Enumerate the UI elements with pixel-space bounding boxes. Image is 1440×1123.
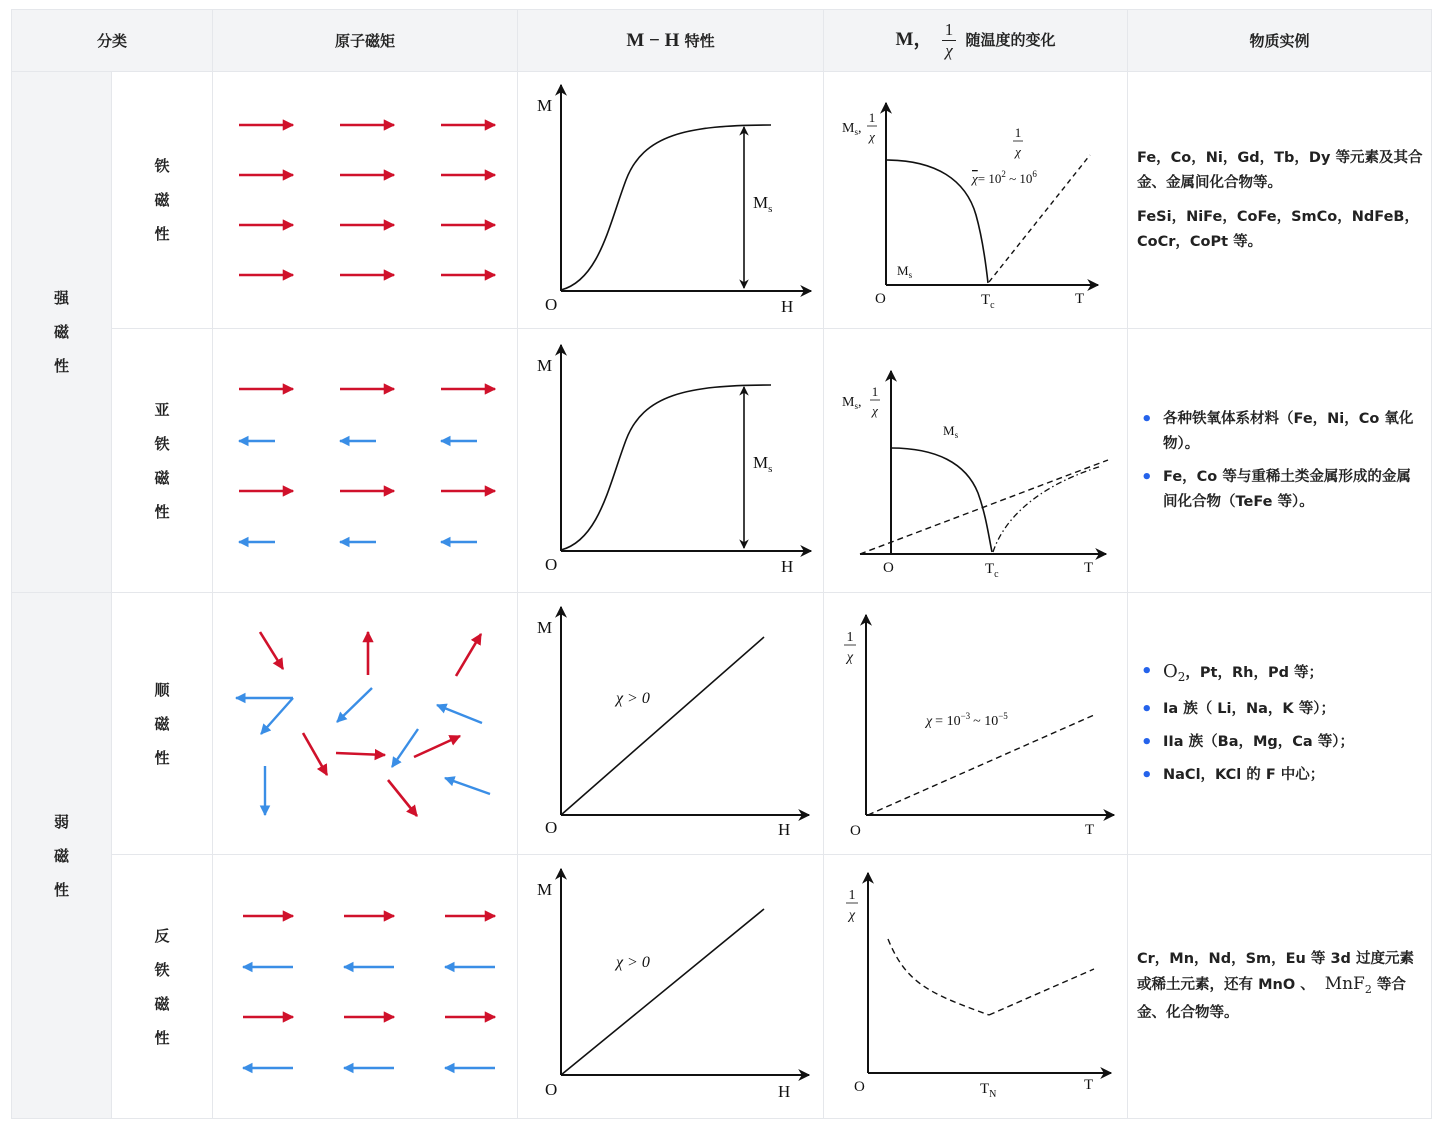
header-row: [12, 10, 1432, 72]
t-label: T: [1083, 559, 1093, 576]
header-mh-math: M − H: [626, 29, 680, 51]
header-examples: 物质实例: [1128, 10, 1432, 72]
example-paragraph: [1137, 947, 1423, 1027]
y-comma: ,: [857, 394, 861, 410]
tn-sub: N: [988, 1088, 996, 1100]
moment-arrow-blue: [445, 778, 490, 794]
mh-ferri: [518, 329, 824, 593]
mh-para: [518, 593, 824, 855]
y-label-ms: [842, 395, 861, 411]
o2-sub: 2: [1177, 669, 1186, 684]
chi-tilde: ~ 10: [972, 713, 998, 729]
example-list: [1137, 659, 1423, 789]
chi-label: χ > 0: [615, 689, 650, 707]
inverse-chi-high: [989, 969, 1094, 1015]
magnetization-curve: [561, 385, 771, 550]
chi-e2: 6: [1031, 169, 1037, 179]
header-temp-num: 1: [942, 20, 957, 41]
row-paramagnetic: [12, 593, 1432, 855]
moment-diagram-ferri: [215, 333, 515, 589]
moment-ferri: [213, 329, 518, 593]
moment-para: [213, 593, 518, 855]
moment-arrow-red: [303, 733, 327, 775]
example-item-o2: [1137, 659, 1423, 690]
header-mh: [518, 10, 824, 72]
origin-label: O: [853, 1078, 865, 1095]
m-label: M: [536, 96, 552, 115]
temp-anti: [824, 855, 1128, 1119]
chi-range: [924, 711, 1008, 729]
mh-chart-ferro: [521, 75, 821, 325]
example-list: [1137, 407, 1423, 515]
y-frac-num: 1: [846, 629, 854, 645]
ms-label: [943, 423, 959, 440]
moment-arrow-red: [336, 753, 385, 755]
header-category: 分类: [12, 10, 213, 72]
temp-ferro: [824, 72, 1128, 329]
temp-ferri: [824, 329, 1128, 593]
chi-label: χ > 0: [615, 953, 650, 971]
origin-label: O: [544, 817, 557, 837]
h-label: H: [780, 297, 793, 316]
type-label: 亚铁磁性: [154, 400, 170, 521]
header-temp-fraction: [942, 20, 957, 61]
ms-inner-label: [897, 263, 913, 280]
moment-ferro: [213, 72, 518, 329]
ms-sub: s: [954, 429, 958, 440]
header-moment: 原子磁矩: [213, 10, 518, 72]
tc-sub: c: [989, 300, 995, 311]
magnetization-curve: [561, 125, 771, 290]
y-frac-den: χ: [868, 129, 875, 144]
ms-main: M: [752, 193, 768, 212]
h-label: H: [777, 819, 790, 839]
header-temperature: [824, 10, 1128, 72]
type-ferromagnetic: [112, 72, 213, 329]
header-temp-m: M，: [895, 29, 933, 50]
examples-ferri: [1128, 329, 1432, 593]
linear-response: [561, 637, 764, 815]
example-line: Fe，Co，Ni，Gd，Tb，Dy 等元素及其合金、金属间化合物等。: [1137, 149, 1423, 191]
ms-main: M: [896, 263, 909, 278]
t-label: T: [1083, 1076, 1093, 1093]
header-temp-den: χ: [945, 41, 953, 60]
y-ms-main: M: [841, 394, 854, 410]
group-strong-label: 强磁性: [53, 289, 69, 375]
temp-para: [824, 593, 1128, 855]
examples-ferro: [1128, 72, 1432, 329]
ms-sub: s: [767, 203, 772, 215]
type-label: 铁磁性: [154, 157, 170, 243]
y-frac-den: χ: [871, 402, 878, 418]
tc-main: T: [980, 292, 990, 308]
moment-arrow-red: [388, 780, 417, 816]
tn-main: T: [979, 1080, 989, 1097]
group-strong: [12, 72, 112, 593]
ms-main: M: [942, 422, 955, 438]
y-frac-num: 1: [848, 887, 856, 903]
mh-anti: [518, 855, 824, 1119]
magnetism-table: [11, 9, 1432, 1119]
moment-arrow-red: [456, 634, 481, 676]
moment-diagram-ferro: [215, 75, 515, 325]
type-antiferromagnetic: [112, 855, 213, 1119]
example-item: • 各种铁氧体系材料（Fe，Ni，Co 氧化物）。: [1137, 407, 1423, 457]
group-weak: [12, 593, 112, 1119]
moment-arrow-blue: [337, 688, 372, 722]
tn-label: [980, 1081, 996, 1100]
moment-arrow-blue: [437, 705, 482, 723]
type-label: 顺磁性: [154, 680, 170, 767]
h-label: H: [780, 556, 793, 576]
mh-chart-ferri: [521, 333, 821, 589]
ms-sub: s: [908, 270, 912, 280]
header-mh-suffix: 特性: [684, 31, 715, 50]
anti-before: Cr，Mn，Nd，Sm，Eu 等 3d 过度元素或稀土元素，还有 MnO 、: [1137, 950, 1414, 993]
examples-para: [1128, 593, 1432, 855]
o2-main: O: [1163, 660, 1178, 682]
y-ms-sub: s: [853, 400, 858, 411]
mh-chart-anti: [521, 859, 821, 1115]
example-item: • Ia 族（ Li，Na，K 等）；: [1137, 697, 1423, 722]
o2-rest: ，Pt，Rh，Pd 等；: [1185, 664, 1324, 681]
tc-label: [981, 292, 995, 311]
ms-sub: s: [767, 462, 772, 475]
chi-e1: −3: [960, 710, 970, 721]
t-label: T: [1074, 291, 1084, 307]
example-item: • IIa 族（Ba，Mg，Ca 等）；: [1137, 730, 1423, 755]
row-ferrimagnetic: [12, 329, 1432, 593]
chi-sym: χ: [925, 713, 932, 729]
origin-label: O: [544, 1079, 557, 1099]
group-weak-label: 弱磁性: [53, 812, 69, 899]
asymptote-line: [860, 460, 1108, 554]
inverse-chi-low: [888, 939, 989, 1015]
chi-bar: χ: [971, 171, 978, 186]
tc-sub: c: [993, 568, 999, 580]
ms-curve: [891, 448, 992, 552]
temp-chart-para: [826, 597, 1126, 851]
origin-label: O: [882, 559, 894, 576]
h-label: H: [777, 1081, 790, 1101]
example-line: FeSi，NiFe，CoFe，SmCo，NdFeB，CoCr，CoPt 等。: [1137, 208, 1419, 250]
ms-label: [753, 453, 772, 475]
mnf2-sub: 2: [1364, 982, 1372, 996]
ms-main: M: [752, 452, 768, 472]
example-item: • NaCl，KCl 的 F 中心；: [1137, 763, 1423, 788]
m-label: M: [536, 617, 552, 637]
type-paramagnetic: [112, 593, 213, 855]
example-item: • Fe，Co 等与重稀土类金属形成的金属间化合物（TeFe 等）。: [1137, 465, 1423, 515]
moment-arrow-blue: [261, 698, 293, 734]
moment-arrow-red: [414, 736, 460, 757]
chi-e2: −5: [997, 710, 1008, 721]
type-label: 反铁磁性: [154, 926, 170, 1047]
m-label: M: [536, 355, 552, 375]
mh-chart-para: [521, 597, 821, 851]
origin-label: O: [544, 295, 557, 314]
chi-eq: = 10: [977, 171, 1001, 186]
chi-e1: 2: [1000, 169, 1006, 179]
y-frac-den: χ: [848, 907, 855, 923]
header-temp-suffix: 随温度的变化: [965, 31, 1056, 49]
y-frac-den: χ: [846, 649, 853, 665]
inverse-chi-line: [868, 715, 1094, 815]
temp-chart-ferri: [826, 333, 1126, 589]
origin-label: O: [849, 822, 861, 839]
y-frac-num: 1: [868, 110, 875, 125]
moment-diagram-anti: [215, 859, 515, 1115]
temp-chart-anti: [826, 859, 1126, 1115]
t-label: T: [1084, 821, 1094, 838]
row-antiferromagnetic: [12, 855, 1432, 1119]
y-label-ms: [842, 121, 861, 137]
mh-ferro: [518, 72, 824, 329]
examples-anti: [1128, 855, 1432, 1119]
m-label: M: [536, 879, 552, 899]
y-frac-num: 1: [871, 383, 878, 399]
row-ferromagnetic: [12, 72, 1432, 329]
chi-range: [970, 169, 1037, 186]
ann-frac-num: 1: [1014, 125, 1021, 140]
moment-anti: [213, 855, 518, 1119]
ms-label: [753, 193, 772, 215]
anti-after: 等合金、化合物等。: [1137, 976, 1406, 1022]
moment-arrow-blue: [392, 729, 418, 767]
chi-tilde: ~ 10: [1008, 171, 1032, 186]
tc-label: [985, 561, 999, 580]
y-ms-sub: s: [853, 127, 858, 137]
inverse-chi-curve: [993, 466, 1102, 552]
ann-frac-den: χ: [1014, 144, 1021, 159]
type-ferrimagnetic: [112, 329, 213, 593]
moment-arrow-red: [260, 632, 283, 669]
chi-eq: = 10: [934, 713, 961, 729]
origin-label: O: [544, 554, 557, 574]
temp-chart-ferro: [826, 75, 1126, 325]
origin-label: O: [874, 291, 886, 307]
tc-main: T: [984, 560, 994, 577]
y-ms-main: M: [841, 121, 854, 136]
mnf2-main: MnF: [1324, 973, 1365, 994]
y-comma: ,: [857, 121, 861, 136]
linear-response: [561, 909, 764, 1075]
moment-diagram-para: [215, 597, 515, 851]
